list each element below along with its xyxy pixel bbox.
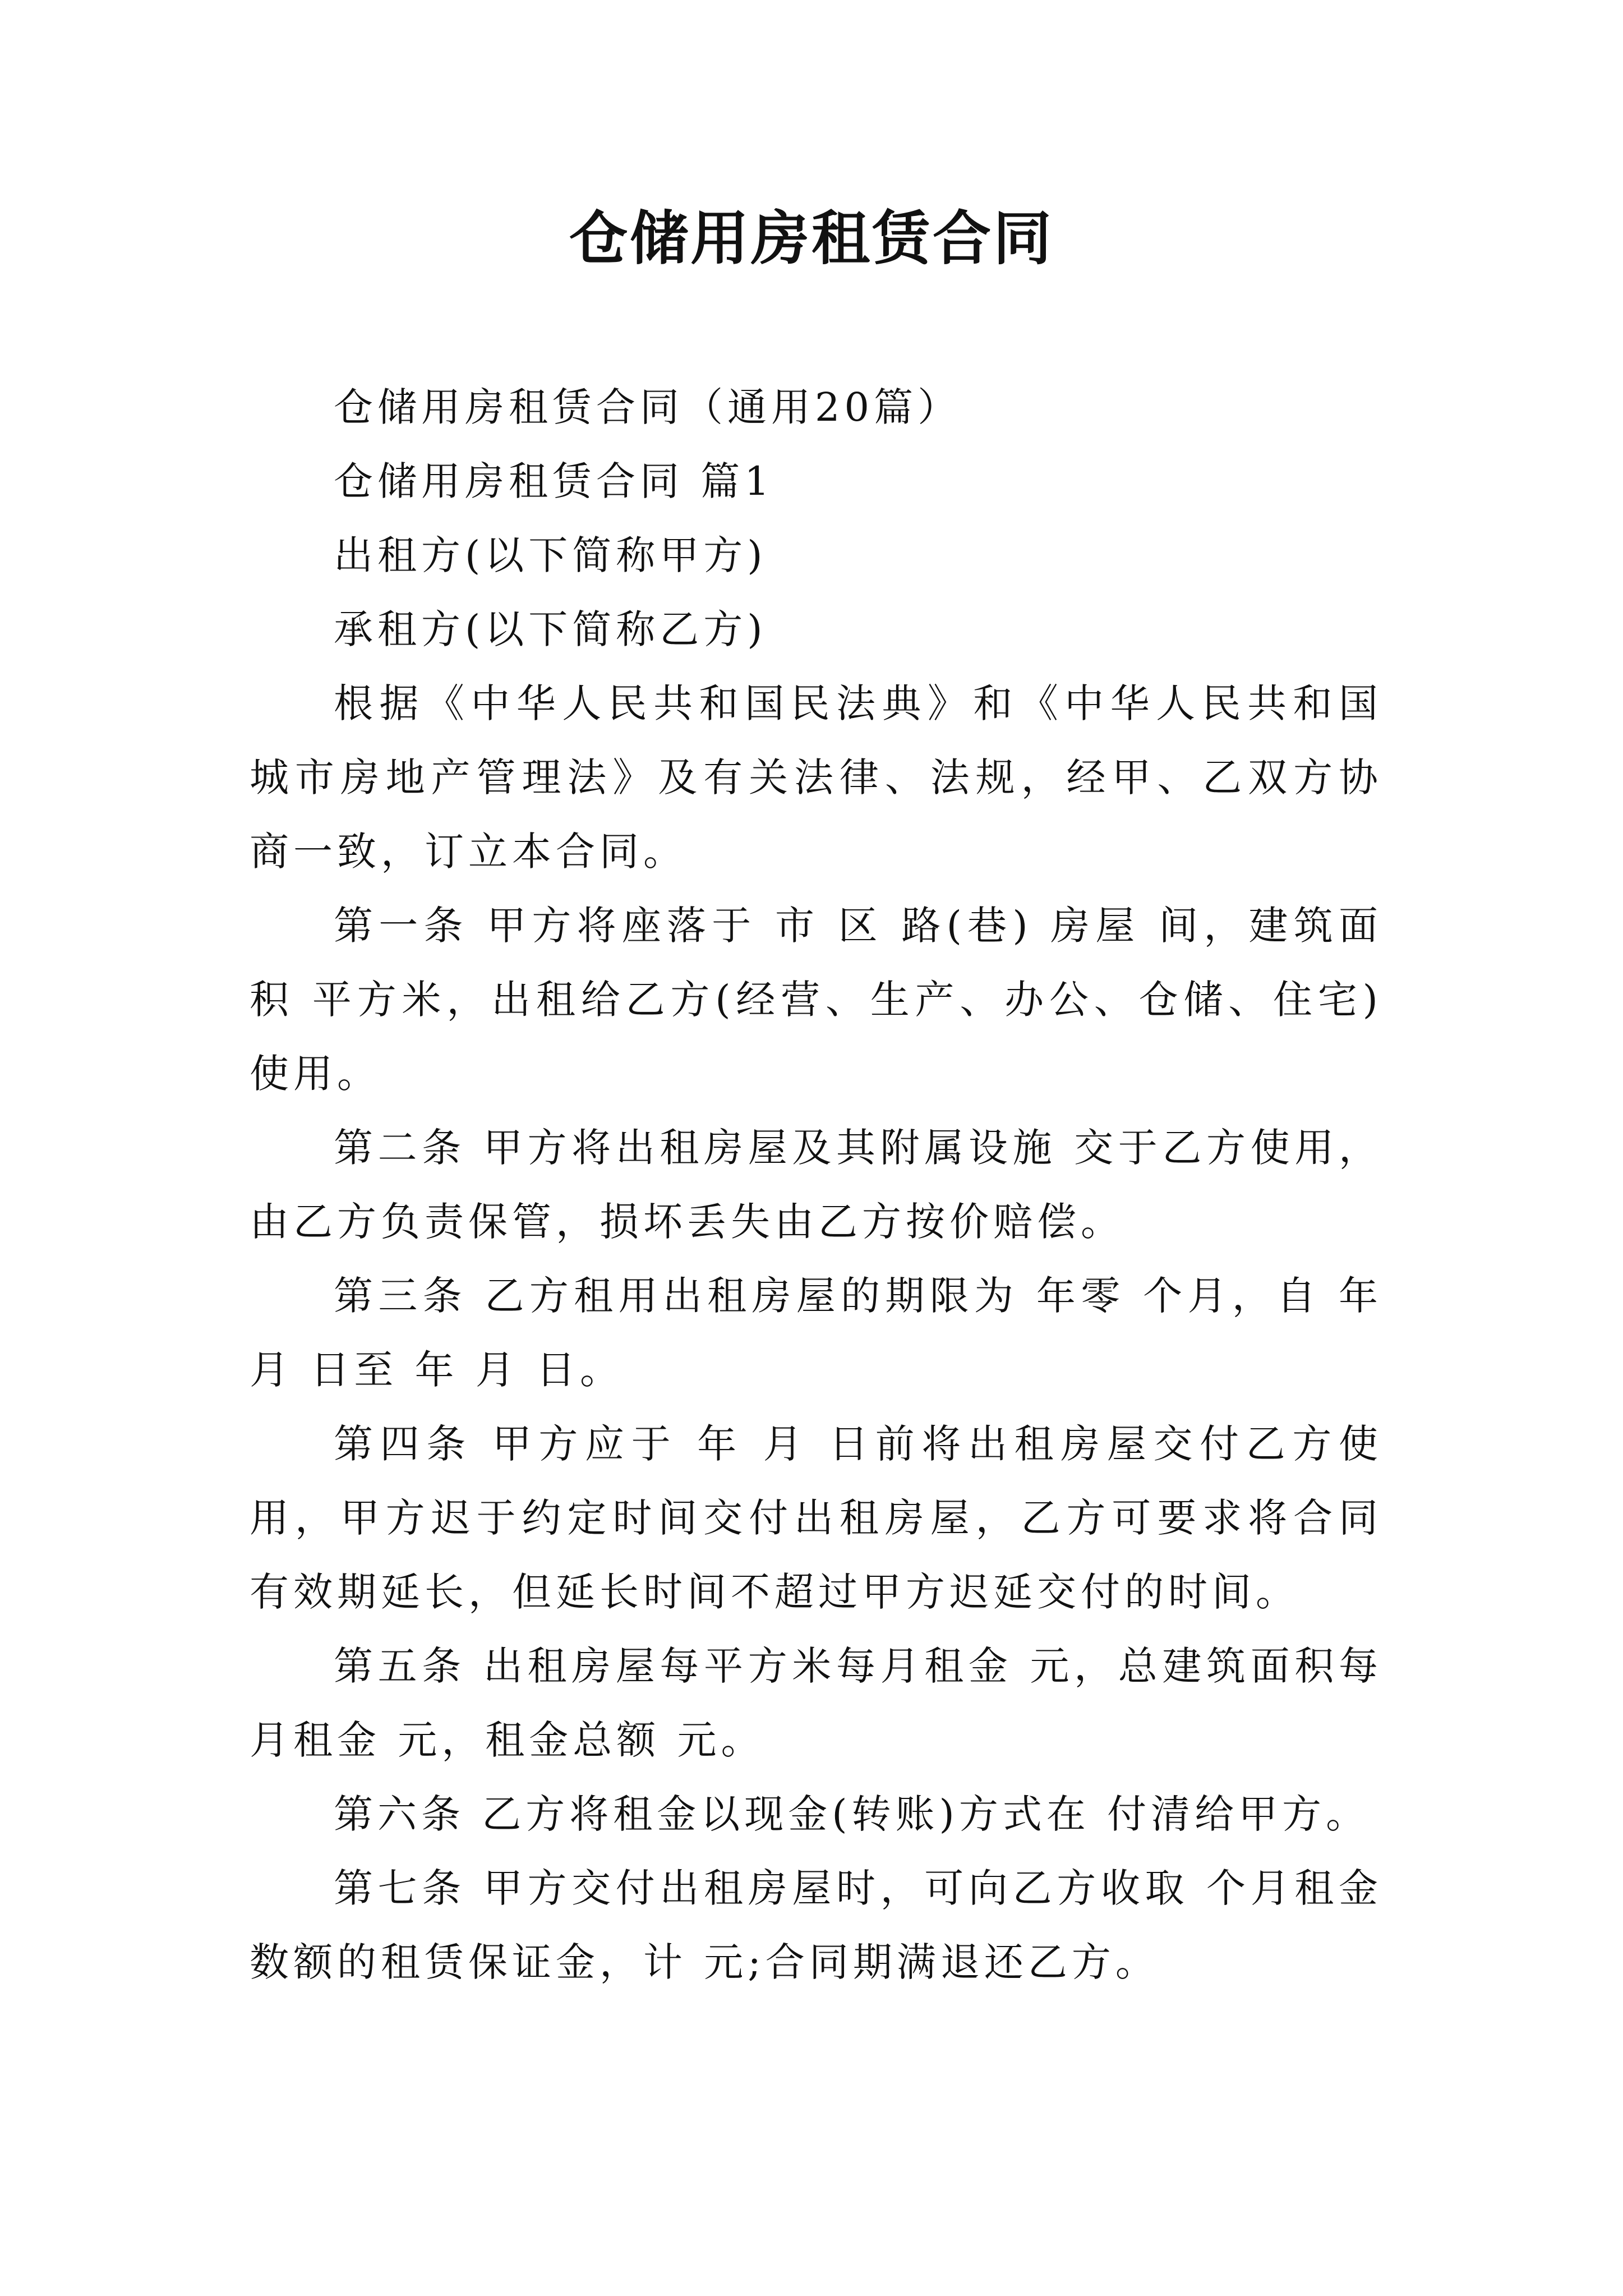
- document-title: 仓储用房租赁合同: [569, 204, 1054, 273]
- paragraph-article-7: 第七条 甲方交付出租房屋时，可向乙方收取 个月租金数额的租赁保证金，计 元;合同期满退还乙方。: [250, 1865, 1382, 1985]
- paragraph-article-6: 第六条 乙方将租金以现金(转账)方式在 付清给甲方。: [334, 1791, 1370, 1837]
- paragraph-article-4: 第四条 甲方应于 年 月 日前将出租房屋交付乙方使用，甲方迟于约定时间交付出租房屋，乙方可要求将合同有效期延长，但延长时间不超过甲方迟延交付的时间。: [250, 1421, 1382, 1615]
- paragraph-section-heading: 仓储用房租赁合同 篇1: [334, 458, 774, 504]
- paragraph-article-3: 第三条 乙方租用出租房屋的期限为 年零 个月，自 年 月 日至 年 月 日。: [250, 1273, 1382, 1393]
- paragraph-basis: 根据《中华人民共和国民法典》和《中华人民共和国城市房地产管理法》及有关法律、法规，经甲、乙双方协商一致，订立本合同。: [250, 680, 1382, 875]
- paragraph-article-2: 第二条 甲方将出租房屋及其附属设施 交于乙方使用，由乙方负责保管，损坏丢失由乙方按价赔偿。: [250, 1125, 1382, 1245]
- document-body: [250, 370, 1382, 1999]
- paragraph-article-5: 第五条 出租房屋每平方米每月租金 元，总建筑面积每月租金 元，租金总额 元。: [250, 1643, 1382, 1763]
- paragraph-subtitle: 仓储用房租赁合同（通用20篇）: [334, 384, 962, 430]
- paragraph-lessee: 承租方(以下简称乙方): [334, 606, 767, 652]
- paragraph-lessor: 出租方(以下简称甲方): [334, 532, 767, 578]
- paragraph-article-1: 第一条 甲方将座落于 市 区 路(巷) 房屋 间，建筑面积 平方米，出租给乙方(经营、生产、办公、仓储、住宅)使用。: [250, 903, 1382, 1097]
